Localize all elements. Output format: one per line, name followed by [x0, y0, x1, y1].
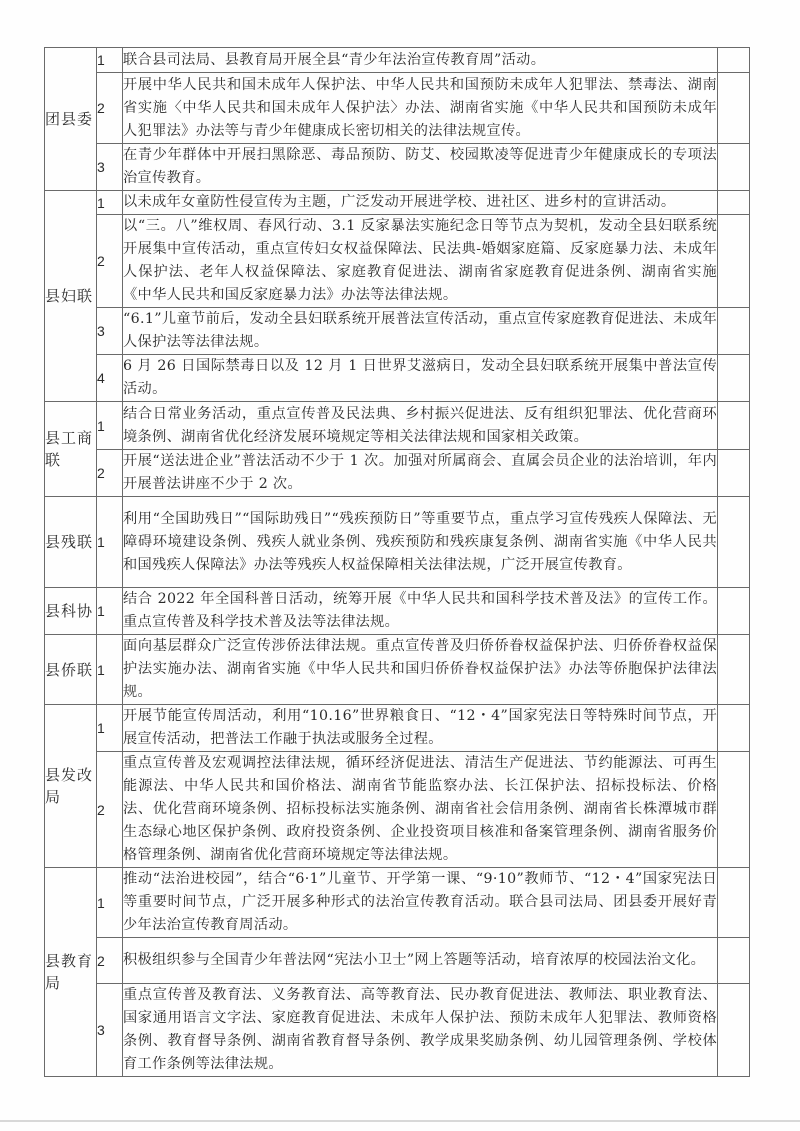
item-number-cell: 1 [97, 588, 123, 635]
table-row [45, 355, 750, 402]
table-row [45, 191, 750, 215]
item-number-cell: 3 [97, 308, 123, 355]
table-row [45, 497, 750, 588]
item-number-cell: 1 [97, 191, 123, 215]
empty-remarks-cell [718, 308, 750, 355]
table-row [45, 984, 750, 1077]
org-name-cell: 县残联 [45, 497, 97, 588]
empty-remarks-cell [718, 497, 750, 588]
task-description-cell: 联合县司法局、县教育局开展全县“青少年法治宣传教育周”活动。 [123, 48, 718, 73]
item-number-cell: 1 [97, 497, 123, 588]
item-number-cell: 3 [97, 144, 123, 191]
task-description-cell: 开展节能宣传周活动，利用“10.16”世界粮食日、“12・4”国家宪法日等特殊时间节点，开展宣传活动，把普法工作融于执法或服务全过程。 [123, 705, 718, 752]
empty-remarks-cell [718, 705, 750, 752]
table-row [45, 938, 750, 984]
table-row [45, 73, 750, 144]
task-description-cell: 在青少年群体中开展扫黑除恶、毒品预防、防艾、校园欺凌等促进青少年健康成长的专项法治宣传教育。 [123, 144, 718, 191]
task-description-cell: 6 月 26 日国际禁毒日以及 12 月 1 日世界艾滋病日，发动全县妇联系统开展集中普法宣传活动。 [123, 355, 718, 402]
table-row [45, 705, 750, 752]
task-description-cell: 以“三。八”维权周、春风行动、3.1 反家暴法实施纪念日等节点为契机，发动全县妇联系统开展集中宣传活动，重点宣传妇女权益保障法、民法典-婚姻家庭篇、反家庭暴力法、未成年人保护法、老年人权益保障法、家庭教育促进法、湖南省家庭教育促进条例、湖南省实施《中华人民共和国反家庭暴力法》办法等法律法规。 [123, 215, 718, 308]
table-row [45, 868, 750, 938]
task-description-cell: 重点宣传普及教育法、义务教育法、高等教育法、民办教育促进法、教师法、职业教育法、国家通用语言文字法、家庭教育促进法、未成年人保护法、预防未成年人犯罪法、教师资格条例、教育督导条例、湖南省教育督导条例、教学成果奖励条例、幼儿园管理条例、学校体育工作条例等法律法规。 [123, 984, 718, 1077]
item-number-cell: 2 [97, 450, 123, 497]
empty-remarks-cell [718, 938, 750, 984]
empty-remarks-cell [718, 402, 750, 450]
table-row [45, 402, 750, 450]
item-number-cell: 2 [97, 215, 123, 308]
task-description-cell: 以未成年女童防性侵宣传为主题，广泛发动开展进学校、进社区、进乡村的宣讲活动。 [123, 191, 718, 215]
empty-remarks-cell [718, 355, 750, 402]
task-description-cell: 积极组织参与全国青少年普法网“宪法小卫士”网上答题等活动，培育浓厚的校园法治文化。 [123, 938, 718, 984]
item-number-cell: 1 [97, 705, 123, 752]
table-row [45, 450, 750, 497]
page-edge-line [0, 1120, 800, 1122]
task-description-cell: “6.1”儿童节前后，发动全县妇联系统开展普法宣传活动，重点宣传家庭教育促进法、未成年人保护法等法律法规。 [123, 308, 718, 355]
task-description-cell: 重点宣传普及宏观调控法律法规，循环经济促进法、清洁生产促进法、节约能源法、可再生能源法、中华人民共和国价格法、湖南省节能监察办法、长江保护法、招标投标法、价格法、优化营商环境条例、招标投标法实施条例、湖南省社会信用条例、湖南省长株潭城市群生态绿心地区保护条例、政府投资条例、企业投资项目核准和备案管理条例、湖南省服务价格管理条例、湖南省优化营商环境规定等法律法规。 [123, 752, 718, 868]
item-number-cell: 1 [97, 402, 123, 450]
table-row [45, 308, 750, 355]
item-number-cell: 2 [97, 752, 123, 868]
table-row [45, 215, 750, 308]
task-description-cell: 利用“全国助残日”“国际助残日”“残疾预防日”等重要节点，重点学习宣传残疾人保障法、无障碍环境建设条例、残疾人就业条例、残疾预防和残疾康复条例、湖南省实施《中华人民共和国残疾人保障法》办法等残疾人权益保障相关法律法规，广泛开展宣传教育。 [123, 497, 718, 588]
org-name-cell: 县教育局 [45, 868, 97, 1077]
item-number-cell: 2 [97, 938, 123, 984]
task-description-cell: 开展中华人民共和国未成年人保护法、中华人民共和国预防未成年人犯罪法、禁毒法、湖南省实施〈中华人民共和国未成年人保护法〉办法、湖南省实施《中华人民共和国预防未成年人犯罪法》办法等与青少年健康成长密切相关的法律法规宣传。 [123, 73, 718, 144]
empty-remarks-cell [718, 984, 750, 1077]
item-number-cell: 2 [97, 73, 123, 144]
org-name-cell: 县工商联 [45, 402, 97, 497]
item-number-cell: 3 [97, 984, 123, 1077]
table-row [45, 144, 750, 191]
org-name-cell: 县妇联 [45, 191, 97, 402]
empty-remarks-cell [718, 450, 750, 497]
org-name-cell: 县侨联 [45, 635, 97, 705]
item-number-cell: 1 [97, 48, 123, 73]
empty-remarks-cell [718, 752, 750, 868]
empty-remarks-cell [718, 215, 750, 308]
empty-remarks-cell [718, 73, 750, 144]
task-description-cell: 面向基层群众广泛宣传涉侨法律法规。重点宣传普及归侨侨眷权益保护法、归侨侨眷权益保护法实施办法、湖南省实施《中华人民共和国归侨侨眷权益保护法》办法等侨胞保护法律法规。 [123, 635, 718, 705]
item-number-cell: 1 [97, 868, 123, 938]
table-row [45, 48, 750, 73]
task-description-cell: 推动“法治进校园”，结合“6·1”儿童节、开学第一课、“9·10”教师节、“12・4”国家宪法日等重要时间节点，广泛开展多种形式的法治宣传教育活动。联合县司法局、团县委开展好青少年法治宣传教育周活动。 [123, 868, 718, 938]
task-description-cell: 开展“送法进企业”普法活动不少于 1 次。加强对所属商会、直属会员企业的法治培训，年内开展普法讲座不少于 2 次。 [123, 450, 718, 497]
item-number-cell: 1 [97, 635, 123, 705]
item-number-cell: 4 [97, 355, 123, 402]
table-body [45, 48, 750, 1077]
table-row [45, 635, 750, 705]
task-description-cell: 结合 2022 年全国科普日活动，统筹开展《中华人民共和国科学技术普及法》的宣传工作。重点宣传普及科学技术普及法等法律法规。 [123, 588, 718, 635]
org-name-cell: 县科协 [45, 588, 97, 635]
org-name-cell: 团县委 [45, 48, 97, 191]
table-row [45, 752, 750, 868]
org-name-cell: 县发改局 [45, 705, 97, 868]
publicity-plan-table [44, 47, 750, 1077]
empty-remarks-cell [718, 868, 750, 938]
task-description-cell: 结合日常业务活动，重点宣传普及民法典、乡村振兴促进法、反有组织犯罪法、优化营商环境条例、湖南省优化经济发展环境规定等相关法律法规和国家相关政策。 [123, 402, 718, 450]
empty-remarks-cell [718, 191, 750, 215]
table-row [45, 588, 750, 635]
empty-remarks-cell [718, 635, 750, 705]
empty-remarks-cell [718, 144, 750, 191]
empty-remarks-cell [718, 588, 750, 635]
empty-remarks-cell [718, 48, 750, 73]
